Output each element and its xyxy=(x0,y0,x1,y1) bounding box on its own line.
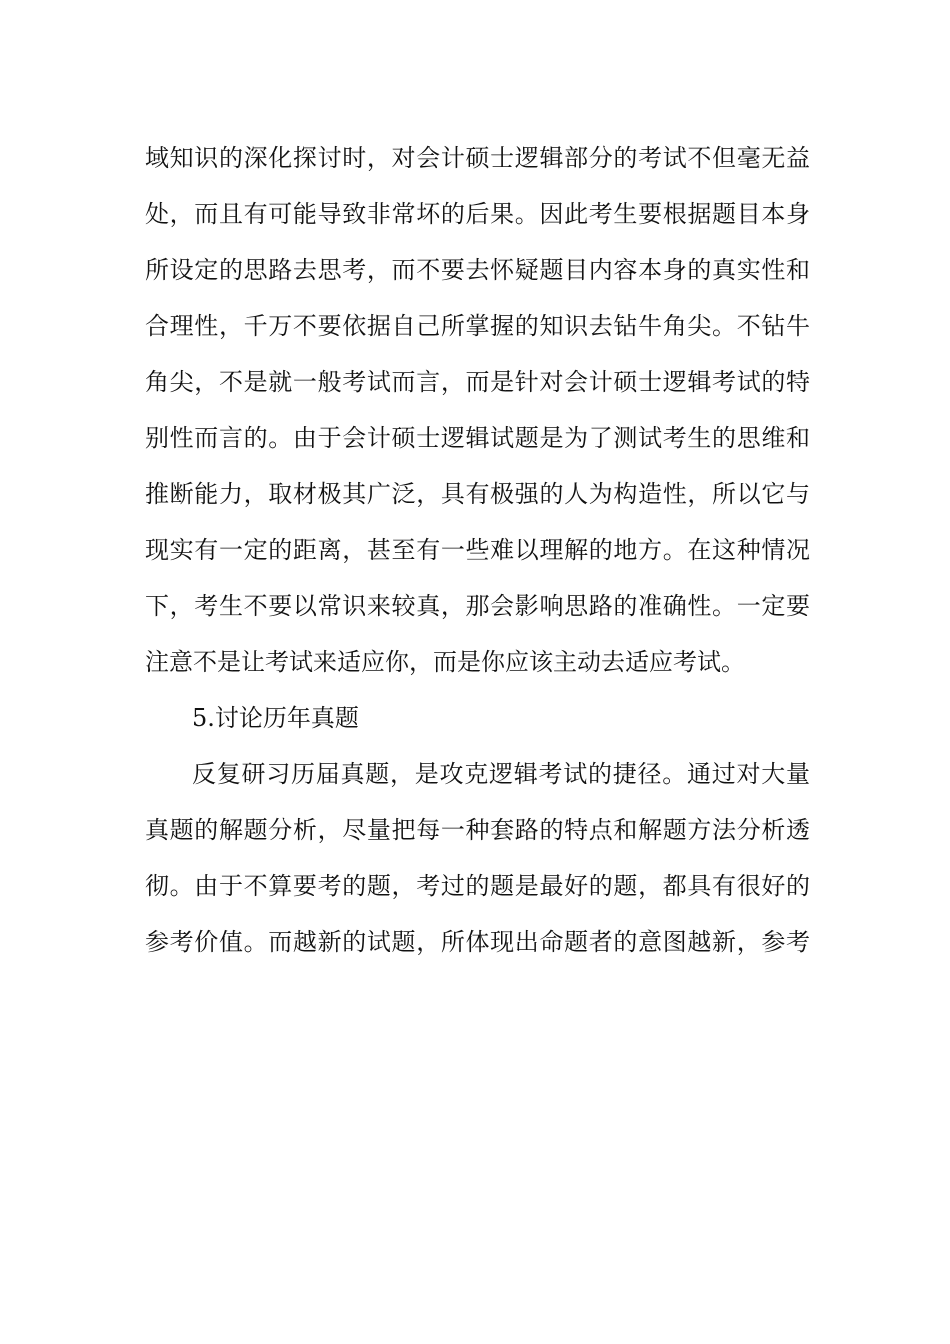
paragraph-line-9: 下，考生不要以常识来较真，那会影响思路的准确性。一定要 xyxy=(145,592,810,620)
paragraph-line-11: 反复研习历届真题，是攻克逻辑考试的捷径。通过对大量 xyxy=(192,760,810,788)
paragraph-line-2: 处，而且有可能导致非常坏的后果。因此考生要根据题目本身 xyxy=(145,200,810,228)
section-heading: 5.讨论历年真题 xyxy=(192,704,359,732)
paragraph-line-5: 角尖，不是就一般考试而言，而是针对会计硕士逻辑考试的特 xyxy=(145,368,810,396)
body-text xyxy=(145,130,810,970)
paragraph-line-7: 推断能力，取材极其广泛，具有极强的人为构造性，所以它与 xyxy=(145,480,810,508)
paragraph-line-13: 彻。由于不算要考的题，考过的题是最好的题，都具有很好的 xyxy=(145,872,810,900)
paragraph-line-4: 合理性，千万不要依据自己所掌握的知识去钻牛角尖。不钻牛 xyxy=(145,312,810,340)
paragraph-line-1: 域知识的深化探讨时，对会计硕士逻辑部分的考试不但毫无益 xyxy=(145,144,810,172)
paragraph-line-14: 参考价值。而越新的试题，所体现出命题者的意图越新，参考 xyxy=(145,928,810,956)
paragraph-line-12: 真题的解题分析，尽量把每一种套路的特点和解题方法分析透 xyxy=(145,816,810,844)
paragraph-line-3: 所设定的思路去思考，而不要去怀疑题目内容本身的真实性和 xyxy=(145,256,810,284)
paragraph-line-10: 注意不是让考试来适应你，而是你应该主动去适应考试。 xyxy=(145,648,745,676)
paragraph-line-8: 现实有一定的距离，甚至有一些难以理解的地方。在这种情况 xyxy=(145,536,810,564)
paragraph-line-6: 别性而言的。由于会计硕士逻辑试题是为了测试考生的思维和 xyxy=(145,424,810,452)
